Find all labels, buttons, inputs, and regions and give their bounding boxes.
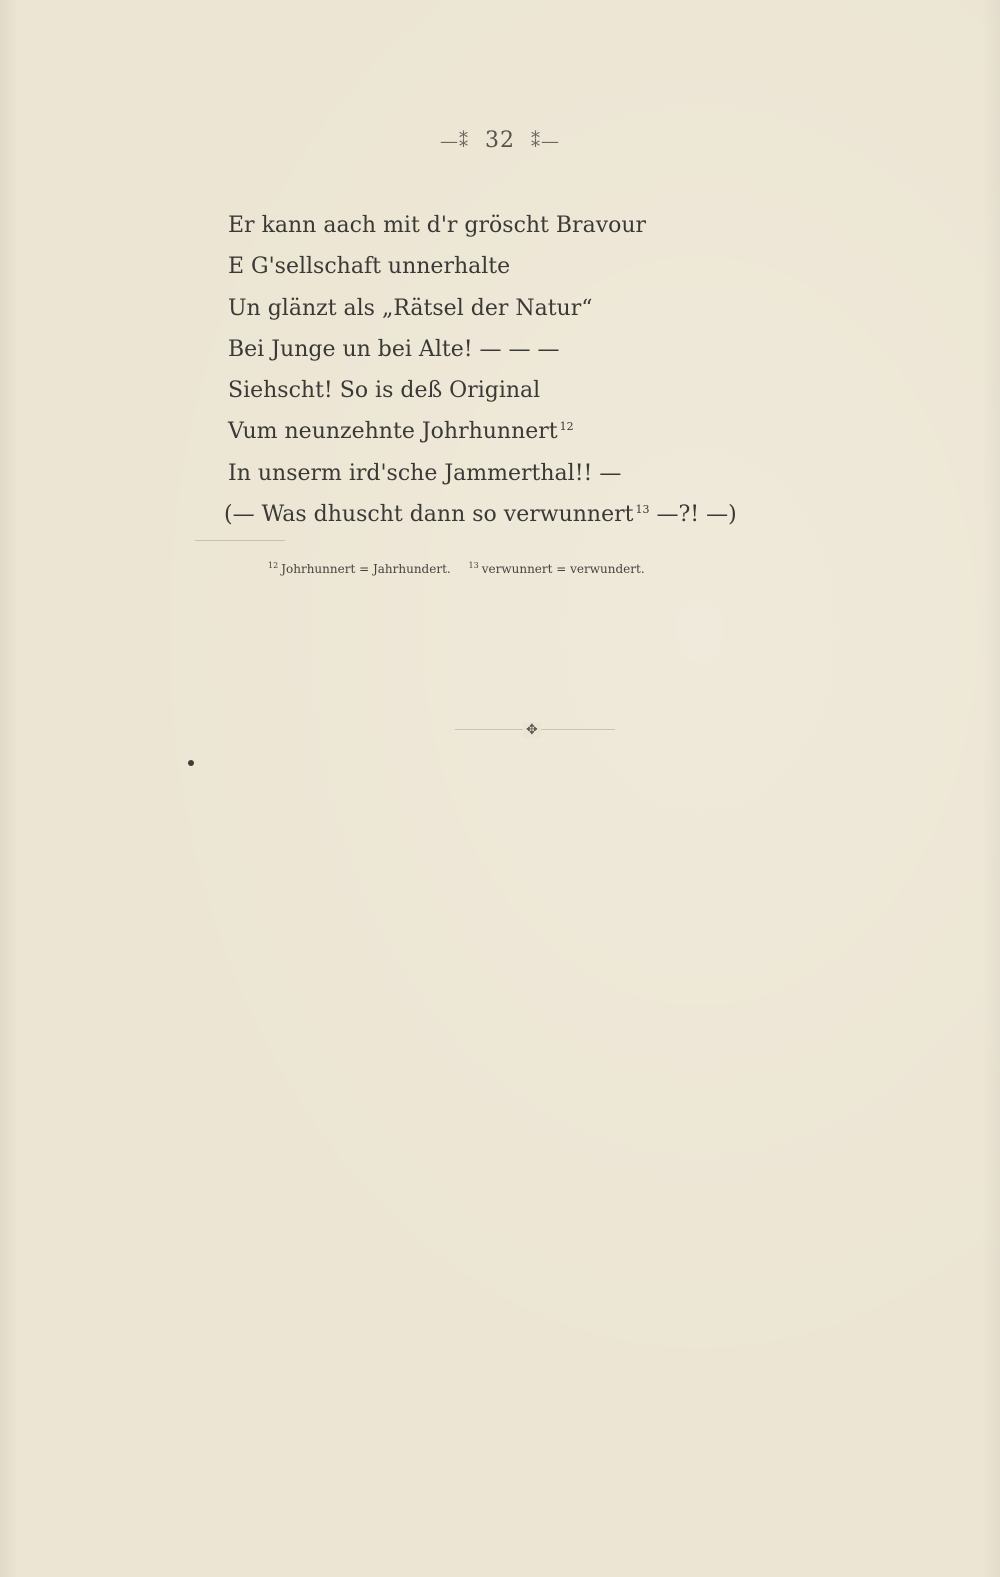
footnote-text: verwunnert = verwundert. [481,562,645,576]
footnote-divider [195,540,285,541]
ink-speck [188,760,194,766]
footnote-marker: 12 [559,420,574,434]
poem-line: Siehscht! So is deß Original [228,378,541,404]
poem-line: Bei Junge un bei Alte! — — — [228,336,560,362]
footnote-13 [469,562,645,576]
footnotes [268,562,828,576]
footnote-mark: 12 [268,561,279,570]
poem-line: In unserm ird'sche Jammerthal!! — [228,460,622,486]
fleuron-icon: ✥ [523,722,541,738]
footnote-text: Johrhunnert = Jahrhundert. [281,562,451,576]
footnote-mark: 13 [468,561,479,570]
header-left-ornament: —⁑ [440,131,469,152]
poem-line: Un glänzt als „Rätsel der Natur“ [228,295,593,321]
footnote-12 [268,562,451,576]
poem-line: E G'sellschaft unnerhalte [228,254,511,280]
header-right-ornament: ⁑— [531,131,560,152]
end-ornament [455,722,615,738]
poem-line: (— Was dhuscht dann so verwunnert $^{13}$ —?! —) [224,502,737,528]
page-number: 32 [485,128,515,153]
page-header [0,128,1000,153]
poem-stanza [224,205,928,535]
poem-line: Vum neunzehnte Johrhunnert $^{12}$ [228,419,574,445]
footnote-marker: 13 [635,502,650,516]
poem-line: Er kann aach mit d'r gröscht Bravour [228,213,647,238]
